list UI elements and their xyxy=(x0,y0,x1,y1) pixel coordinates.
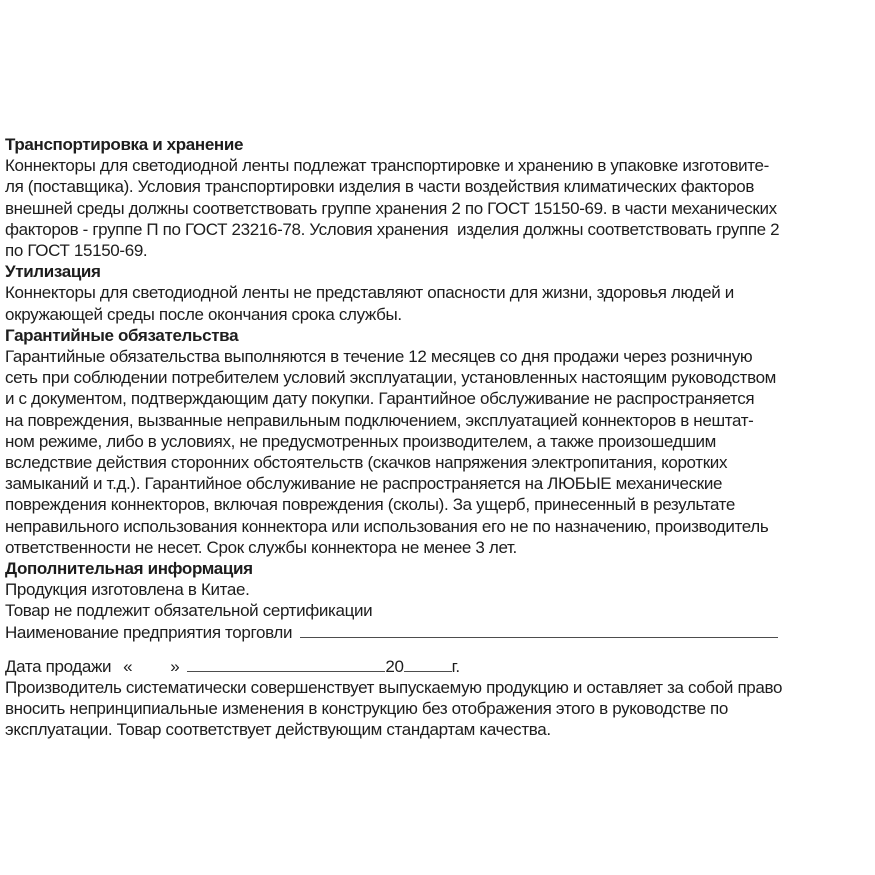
sale-date-blank xyxy=(187,656,385,672)
warranty-heading: Гарантийные обязательства xyxy=(5,325,239,345)
text-line: замыканий и т.д.). Гарантийное обслуживание не распространяется на ЛЮБЫЕ механические xyxy=(5,474,723,494)
trade-name-label: Наименование предприятия торговли xyxy=(5,622,293,642)
text-line: ответственности не несет. Срок службы коннектора не менее 3 лет. xyxy=(5,537,517,557)
close-quote: » xyxy=(170,656,180,676)
text-line: по ГОСТ 15150-69. xyxy=(5,241,148,261)
text-line: на повреждения, вызванные неправильным подключением, эксплуатацией коннекторов в нештат- xyxy=(5,410,754,430)
transport-storage-paragraph xyxy=(5,155,863,261)
trade-name-blank xyxy=(300,622,778,638)
text-line: факторов - группе П по ГОСТ 23216-78. Условия хранения изделия должны соответствовать группе 2 xyxy=(5,219,780,239)
warranty-paragraph xyxy=(5,346,863,558)
text-line: Гарантийные обязательства выполняются в течение 12 месяцев со дня продажи через розничную xyxy=(5,347,753,367)
text-line: вносить непринципиальные изменения в конструкцию без отображения этого в руководстве по xyxy=(5,699,728,719)
text-line: Коннекторы для светодиодной ленты подлежат транспортировке и хранению в упаковке изготовите- xyxy=(5,156,769,176)
manufacturer-note-paragraph xyxy=(5,677,863,741)
disposal-heading: Утилизация xyxy=(5,262,101,282)
year-suffix: г. xyxy=(451,656,460,676)
text-line: и с документом, подтверждающим дату покупки. Гарантийное обслуживание не распространяется xyxy=(5,389,755,409)
year-century-prefix: 20 xyxy=(385,656,404,676)
text-line: сеть при соблюдении потребителем условий эксплуатации, установленных настоящим руководством xyxy=(5,368,777,388)
text-line: Производитель систематически совершенствует выпускаемую продукцию и оставляет за собой право xyxy=(5,678,783,698)
text-line: ля (поставщика). Условия транспортировки изделия в части воздействия климатических факторов xyxy=(5,177,755,197)
trade-name-row xyxy=(5,622,863,643)
blank-line-spacer xyxy=(5,643,863,656)
text-line: окружающей среды после окончания срока службы. xyxy=(5,304,402,324)
text-line: повреждения коннекторов, включая повреждения (сколы). За ущерб, принесенный в результате xyxy=(5,495,736,515)
text-line: Коннекторы для светодиодной ленты не представляют опасности для жизни, здоровья людей и xyxy=(5,283,734,303)
disposal-paragraph xyxy=(5,282,863,324)
made-in-line: Продукция изготовлена в Китае. xyxy=(5,580,250,600)
additional-info-heading: Дополнительная информация xyxy=(5,559,253,579)
open-quote: « xyxy=(123,656,133,676)
transport-storage-heading: Транспортировка и хранение xyxy=(5,135,244,154)
certification-line: Товар не подлежит обязательной сертификации xyxy=(5,601,373,621)
year-blank xyxy=(404,656,452,672)
text-line: ном режиме, либо в условиях, не предусмотренных производителем, а также произошедшим xyxy=(5,431,716,451)
text-line: внешней среды должны соответствовать группе хранения 2 по ГОСТ 15150-69. в части механических xyxy=(5,198,777,218)
text-line: вследствие действия сторонних обстоятельств (скачков напряжения электропитания, коротких xyxy=(5,453,728,473)
text-line: эксплуатации. Товар соответствует действующим стандартам качества. xyxy=(5,720,551,740)
sale-date-label: Дата продажи xyxy=(5,656,112,676)
sale-date-row xyxy=(5,656,863,677)
text-line: неправильного использования коннектора или использования его не по назначению, производитель xyxy=(5,516,769,536)
